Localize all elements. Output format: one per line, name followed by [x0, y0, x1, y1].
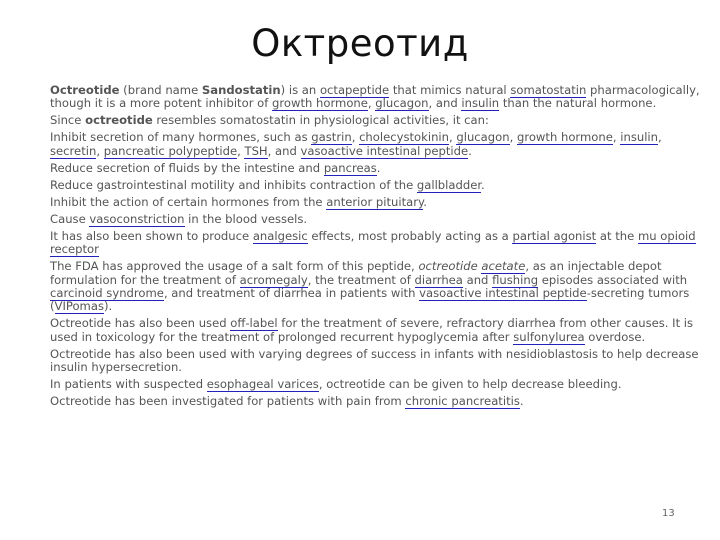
- text-run: Octreotide has also been used with varying degrees of success in infants with nesidioblastosis to help decrease insulin hypersecretion.: [50, 346, 699, 375]
- hyperlink[interactable]: glucagon: [456, 130, 510, 145]
- text-run: ,: [612, 130, 621, 145]
- paragraph: [50, 230, 700, 257]
- paragraph: [50, 395, 700, 408]
- text-run: ,: [96, 143, 104, 158]
- paragraph: [50, 260, 700, 314]
- text-run: Octreotide has been investigated for patients with pain from: [50, 394, 406, 409]
- hyperlink[interactable]: analgesic: [252, 228, 308, 243]
- italic-text: octreotide: [418, 259, 478, 274]
- hyperlink[interactable]: octapeptide: [319, 83, 390, 97]
- paragraph: [50, 131, 700, 158]
- hyperlink[interactable]: pancreatic polypeptide: [103, 143, 238, 158]
- text-run: ,: [237, 143, 245, 158]
- hyperlink[interactable]: glucagon: [375, 96, 429, 111]
- page-number: 13: [662, 508, 675, 519]
- text-run: ) is an: [280, 83, 320, 97]
- text-run: , and: [267, 143, 301, 158]
- text-run: and: [462, 272, 493, 287]
- text-run: , and: [428, 96, 462, 111]
- hyperlink[interactable]: anterior pituitary: [326, 194, 424, 209]
- text-run: (brand name: [119, 83, 202, 97]
- hyperlink[interactable]: TSH: [244, 143, 268, 158]
- bold-text: octreotide: [85, 113, 153, 128]
- hyperlink[interactable]: acetate: [481, 259, 526, 274]
- text-run: ,: [351, 130, 360, 145]
- hyperlink[interactable]: acromegaly: [239, 272, 308, 287]
- hyperlink[interactable]: diarrhea: [414, 272, 463, 287]
- hyperlink[interactable]: flushing: [492, 272, 539, 287]
- hyperlink[interactable]: vasoconstriction: [89, 211, 185, 226]
- text-run: .: [376, 160, 381, 175]
- text-run: The FDA has approved the usage of a salt form of this peptide,: [50, 259, 419, 274]
- text-run: , as an injectable depot formulation for the treatment of: [50, 259, 662, 287]
- hyperlink[interactable]: insulin: [461, 96, 500, 111]
- paragraph: [50, 196, 700, 209]
- text-run: , and treatment of diarrhea in patients with: [163, 286, 420, 301]
- paragraph: [50, 213, 700, 226]
- hyperlink[interactable]: somatostatin: [510, 83, 587, 97]
- hyperlink[interactable]: vasoactive intestinal peptide: [419, 286, 587, 301]
- paragraph: [50, 317, 700, 344]
- text-run: ,: [509, 130, 517, 145]
- paragraph: [50, 348, 700, 375]
- bold-text: Octreotide: [50, 83, 120, 97]
- text-run: .: [468, 143, 472, 158]
- paragraph: [50, 162, 700, 175]
- hyperlink[interactable]: growth hormone: [516, 130, 613, 145]
- paragraph: [50, 179, 700, 192]
- text-run: in the blood vessels.: [184, 211, 308, 226]
- hyperlink[interactable]: sulfonylurea: [513, 329, 585, 344]
- hyperlink[interactable]: vasoactive intestinal peptide: [300, 143, 469, 158]
- text-run: In patients with suspected: [50, 377, 207, 392]
- hyperlink[interactable]: chronic pancreatitis: [405, 394, 520, 409]
- text-run: .: [481, 177, 485, 192]
- paragraph: [50, 378, 700, 391]
- text-run: , octreotide can be given to help decrease bleeding.: [318, 377, 622, 392]
- text-run: ).: [104, 299, 113, 314]
- paragraph: [50, 114, 700, 127]
- text-run: ,: [658, 130, 662, 145]
- text-run: Inhibit secretion of many hormones, such as: [50, 130, 312, 145]
- text-run: than the natural hormone.: [499, 96, 657, 111]
- text-run: .: [423, 194, 427, 209]
- bold-text: Sandostatin: [201, 83, 281, 97]
- hyperlink[interactable]: cholecystokinin: [359, 130, 449, 145]
- text-run: It has also been shown to produce: [50, 228, 253, 243]
- hyperlink[interactable]: gallbladder: [416, 177, 482, 192]
- hyperlink[interactable]: growth hormone: [272, 96, 368, 111]
- hyperlink[interactable]: secretin: [50, 143, 97, 158]
- hyperlink[interactable]: mu opioid receptor: [50, 228, 696, 257]
- text-run: ,: [367, 96, 376, 111]
- text-run: ,: [449, 130, 457, 145]
- text-run: Since: [50, 113, 86, 128]
- text-run: that mimics natural: [389, 83, 511, 97]
- text-run: Cause: [50, 211, 90, 226]
- hyperlink[interactable]: gastrin: [311, 130, 352, 145]
- text-run: .: [519, 394, 524, 409]
- hyperlink[interactable]: pancreas: [323, 160, 377, 175]
- text-run: -secreting tumors (: [50, 286, 690, 314]
- text-run: overdose.: [584, 329, 646, 344]
- paragraph: [50, 84, 700, 111]
- text-run: effects, most probably acting as a: [307, 228, 513, 243]
- text-run: Reduce gastrointestinal motility and inhibits contraction of the: [50, 177, 417, 192]
- hyperlink[interactable]: insulin: [620, 130, 658, 145]
- hyperlink[interactable]: VIPomas: [54, 299, 104, 314]
- hyperlink[interactable]: esophageal varices: [206, 377, 319, 392]
- text-run: for the treatment of severe, refractory diarrhea from other causes. It is used in toxicology for the treatment of prolonged recurrent hypoglycemia after: [50, 316, 694, 344]
- text-run: resembles somatostatin in physiological activities, it can:: [152, 113, 489, 128]
- slide-body: [50, 84, 700, 412]
- hyperlink[interactable]: carcinoid syndrome: [50, 286, 164, 301]
- slide-title: Октреотид: [251, 22, 469, 65]
- text-run: Reduce secretion of fluids by the intestine and: [50, 160, 324, 175]
- hyperlink[interactable]: off-label: [230, 316, 278, 331]
- text-run: , the treatment of: [307, 272, 415, 287]
- hyperlink[interactable]: partial agonist: [512, 228, 597, 243]
- text-run: pharmacologically, though it is a more potent inhibitor of: [50, 83, 700, 111]
- text-run: episodes associated with: [538, 272, 688, 287]
- text-run: Inhibit the action of certain hormones from the: [50, 194, 327, 209]
- text-run: Octreotide has also been used: [50, 316, 231, 331]
- text-run: at the: [596, 228, 638, 243]
